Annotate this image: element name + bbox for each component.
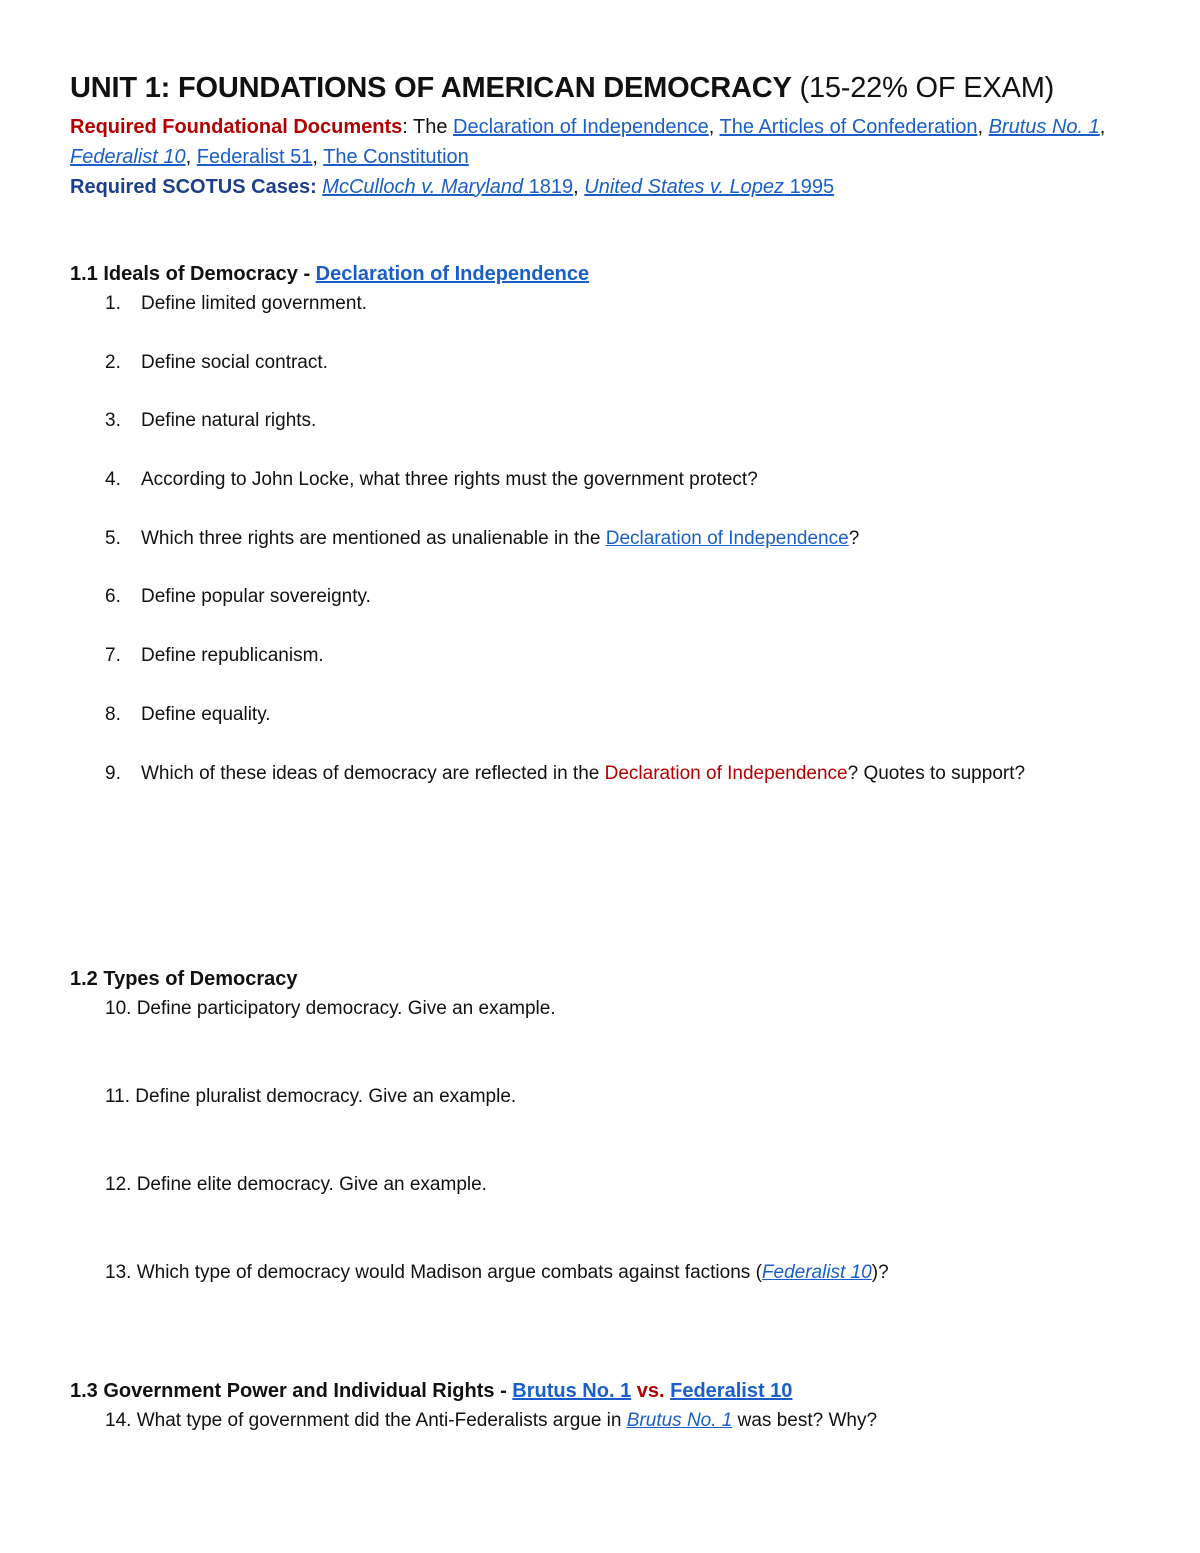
page-title xyxy=(70,72,1054,105)
declaration-highlight: Declaration of Independence xyxy=(604,763,848,784)
question-2: 2. Define social contract. xyxy=(105,352,328,373)
title-exam-weight: (15-22% OF EXAM) xyxy=(791,72,1055,104)
link-brutus[interactable]: Brutus No. 1 xyxy=(988,116,1100,138)
question-10: 10. Define participatory democracy. Give an example. xyxy=(105,998,556,1019)
question-12: 12. Define elite democracy. Give an example. xyxy=(105,1174,487,1195)
link-articles[interactable]: The Articles of Confederation xyxy=(719,116,978,138)
link-declaration[interactable]: Declaration of Independence xyxy=(453,116,709,138)
required-cases-label: Required SCOTUS Cases: xyxy=(70,176,317,198)
question-13: 13. Which type of democracy would Madison argue combats against factions (Federalist 10)? xyxy=(105,1262,889,1283)
link-federalist-10-q13[interactable]: Federalist 10 xyxy=(761,1262,872,1283)
link-brutus-section[interactable]: Brutus No. 1 xyxy=(512,1380,632,1402)
question-5: 5. Which three rights are mentioned as unalienable in the Declaration of Independence? xyxy=(105,528,860,549)
question-8: 8. Define equality. xyxy=(105,704,271,725)
question-1: 1. Define limited government. xyxy=(105,293,367,314)
link-declaration-section[interactable]: Declaration of Independence xyxy=(315,263,590,285)
question-9: 9. Which of these ideas of democracy are reflected in the Declaration of Independence? Quotes to support? xyxy=(105,763,1026,784)
required-documents-label: Required Foundational Documents xyxy=(70,116,403,138)
versus-label: vs. xyxy=(631,1380,671,1402)
section-heading-1-3: 1.3 Government Power and Individual Rights - Brutus No. 1 vs. Federalist 10 xyxy=(70,1380,793,1402)
link-mcculloch[interactable]: McCulloch v. Maryland 1819 xyxy=(322,176,574,198)
link-federalist-10-section[interactable]: Federalist 10 xyxy=(670,1380,793,1402)
required-documents: Required Foundational Documents: The Declaration of Independence, The Articles of Confederation, Brutus No. 1, Federalist 10, Federalist 51, The Constitution xyxy=(70,116,1106,168)
link-constitution[interactable]: The Constitution xyxy=(323,146,469,168)
title-main: UNIT 1: FOUNDATIONS OF AMERICAN DEMOCRACY xyxy=(70,72,792,104)
question-3: 3. Define natural rights. xyxy=(105,410,317,431)
question-7: 7. Define republicanism. xyxy=(105,645,324,666)
required-cases: Required SCOTUS Cases: McCulloch v. Maryland 1819, United States v. Lopez 1995 xyxy=(70,176,835,198)
question-14: 14. What type of government did the Anti-Federalists argue in Brutus No. 1 was best? Why? xyxy=(105,1410,878,1431)
section-heading-1-1: 1.1 Ideals of Democracy - Declaration of Independence xyxy=(70,263,590,285)
link-declaration-q5[interactable]: Declaration of Independence xyxy=(605,528,849,549)
link-federalist-10[interactable]: Federalist 10 xyxy=(70,146,186,168)
question-4: 4. According to John Locke, what three rights must the government protect? xyxy=(105,469,758,490)
link-lopez[interactable]: United States v. Lopez 1995 xyxy=(584,176,835,198)
link-federalist-51[interactable]: Federalist 51 xyxy=(196,146,313,168)
question-11: 11. Define pluralist democracy. Give an example. xyxy=(105,1086,517,1107)
link-brutus-q14[interactable]: Brutus No. 1 xyxy=(626,1410,733,1431)
question-6: 6. Define popular sovereignty. xyxy=(105,586,371,607)
section-heading-1-2: 1.2 Types of Democracy xyxy=(70,968,298,990)
